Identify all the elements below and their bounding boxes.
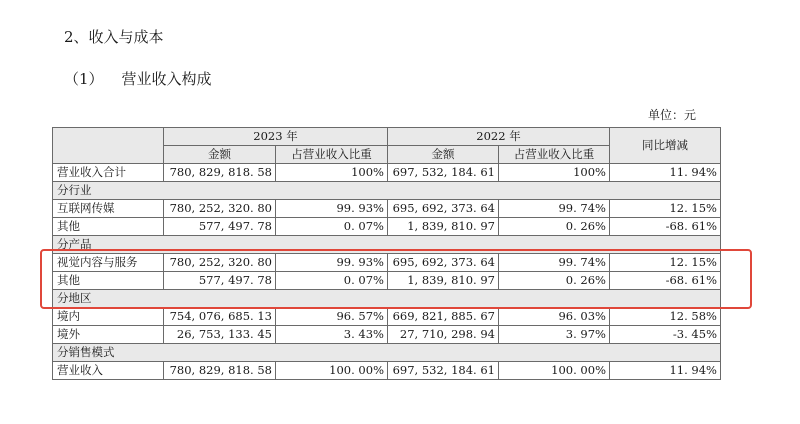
amount-2023-cell: 780, 829, 818. 58 bbox=[164, 164, 276, 182]
ratio-2023-cell: 3. 43% bbox=[276, 326, 388, 344]
change-cell: -68. 61% bbox=[610, 218, 721, 236]
header-amount-2023: 金额 bbox=[164, 146, 276, 164]
ratio-2022-cell: 3. 97% bbox=[499, 326, 610, 344]
header-ratio-2022: 占营业收入比重 bbox=[499, 146, 610, 164]
change-cell: 11. 94% bbox=[610, 362, 721, 380]
unit-label: 单位：元 bbox=[648, 108, 697, 122]
amount-2022-cell: 697, 532, 184. 61 bbox=[388, 164, 499, 182]
group-label: 分产品 bbox=[53, 236, 721, 254]
amount-2023-cell: 754, 076, 685. 13 bbox=[164, 308, 276, 326]
change-cell: 12. 15% bbox=[610, 254, 721, 272]
sub-title-text: 营业收入构成 bbox=[121, 70, 212, 88]
amount-2022-cell: 27, 710, 298. 94 bbox=[388, 326, 499, 344]
table-header-row-years bbox=[53, 128, 721, 146]
table-group-row bbox=[53, 344, 721, 362]
ratio-2023-cell: 100% bbox=[276, 164, 388, 182]
highlight-box bbox=[40, 249, 752, 309]
amount-2022-cell: 669, 821, 885. 67 bbox=[388, 308, 499, 326]
ratio-2022-cell: 0. 26% bbox=[499, 218, 610, 236]
row-label: 其他 bbox=[53, 272, 164, 290]
sub-title-number: （1） bbox=[64, 70, 104, 88]
change-cell: 11. 94% bbox=[610, 164, 721, 182]
amount-2023-cell: 780, 252, 320. 80 bbox=[164, 254, 276, 272]
amount-2022-cell: 695, 692, 373. 64 bbox=[388, 254, 499, 272]
table-row bbox=[53, 326, 721, 344]
table-row bbox=[53, 362, 721, 380]
change-cell: -68. 61% bbox=[610, 272, 721, 290]
group-label: 分地区 bbox=[53, 290, 721, 308]
header-ratio-2023: 占营业收入比重 bbox=[276, 146, 388, 164]
table-row bbox=[53, 164, 721, 182]
table-row bbox=[53, 218, 721, 236]
header-change: 同比增减 bbox=[610, 128, 721, 164]
change-cell: 12. 58% bbox=[610, 308, 721, 326]
ratio-2023-cell: 0. 07% bbox=[276, 218, 388, 236]
change-cell: 12. 15% bbox=[610, 200, 721, 218]
ratio-2022-cell: 99. 74% bbox=[499, 254, 610, 272]
ratio-2022-cell: 0. 26% bbox=[499, 272, 610, 290]
row-label: 境内 bbox=[53, 308, 164, 326]
ratio-2022-cell: 100% bbox=[499, 164, 610, 182]
amount-2023-cell: 577, 497. 78 bbox=[164, 272, 276, 290]
amount-2022-cell: 695, 692, 373. 64 bbox=[388, 200, 499, 218]
amount-2023-cell: 26, 753, 133. 45 bbox=[164, 326, 276, 344]
header-blank-cell bbox=[53, 128, 164, 164]
amount-2022-cell: 1, 839, 810. 97 bbox=[388, 218, 499, 236]
ratio-2023-cell: 100. 00% bbox=[276, 362, 388, 380]
row-label: 营业收入合计 bbox=[53, 164, 164, 182]
table-row bbox=[53, 308, 721, 326]
amount-2022-cell: 1, 839, 810. 97 bbox=[388, 272, 499, 290]
section-title: 2、收入与成本 bbox=[64, 28, 164, 46]
header-amount-2022: 金额 bbox=[388, 146, 499, 164]
header-year-2022: 2022 年 bbox=[388, 128, 610, 146]
row-label: 互联网传媒 bbox=[53, 200, 164, 218]
ratio-2023-cell: 96. 57% bbox=[276, 308, 388, 326]
ratio-2023-cell: 99. 93% bbox=[276, 200, 388, 218]
ratio-2022-cell: 100. 00% bbox=[499, 362, 610, 380]
table-group-row bbox=[53, 182, 721, 200]
amount-2023-cell: 577, 497. 78 bbox=[164, 218, 276, 236]
row-label: 其他 bbox=[53, 218, 164, 236]
group-label: 分销售模式 bbox=[53, 344, 721, 362]
header-year-2023: 2023 年 bbox=[164, 128, 388, 146]
row-label: 营业收入 bbox=[53, 362, 164, 380]
amount-2022-cell: 697, 532, 184. 61 bbox=[388, 362, 499, 380]
ratio-2022-cell: 96. 03% bbox=[499, 308, 610, 326]
ratio-2023-cell: 0. 07% bbox=[276, 272, 388, 290]
amount-2023-cell: 780, 829, 818. 58 bbox=[164, 362, 276, 380]
group-label: 分行业 bbox=[53, 182, 721, 200]
sub-title bbox=[64, 68, 212, 89]
ratio-2022-cell: 99. 74% bbox=[499, 200, 610, 218]
change-cell: -3. 45% bbox=[610, 326, 721, 344]
ratio-2023-cell: 99. 93% bbox=[276, 254, 388, 272]
table-row bbox=[53, 200, 721, 218]
row-label: 视觉内容与服务 bbox=[53, 254, 164, 272]
row-label: 境外 bbox=[53, 326, 164, 344]
amount-2023-cell: 780, 252, 320. 80 bbox=[164, 200, 276, 218]
